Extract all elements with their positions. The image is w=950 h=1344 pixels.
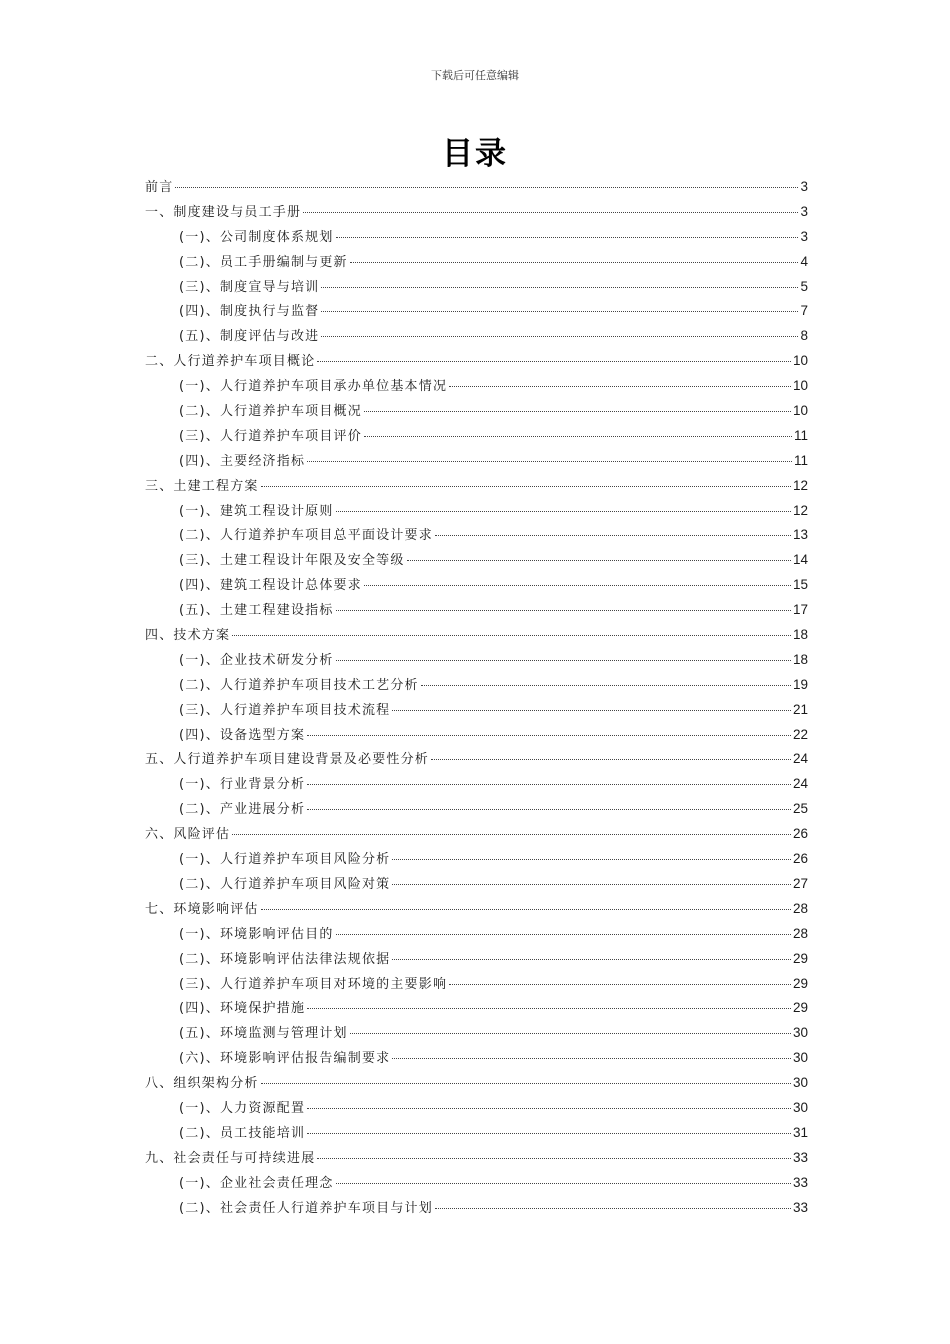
toc-dot-leader (261, 1083, 791, 1084)
toc-page-number: 14 (792, 552, 808, 568)
toc-entry[interactable] (145, 676, 808, 701)
toc-dot-leader (303, 212, 798, 213)
toc-page-number: 31 (792, 1124, 808, 1140)
toc-page-number: 12 (792, 477, 808, 493)
toc-entry[interactable] (145, 1099, 808, 1124)
toc-page-number: 17 (792, 602, 808, 618)
toc-dot-leader (392, 710, 791, 711)
toc-entry[interactable] (145, 576, 808, 601)
toc-page-number: 11 (793, 452, 808, 468)
toc-entry[interactable] (145, 701, 808, 726)
toc-dot-leader (392, 884, 791, 885)
toc-entry[interactable] (145, 850, 808, 875)
toc-dot-leader (336, 660, 791, 661)
toc-dot-leader (350, 1033, 791, 1034)
toc-dot-leader (449, 984, 791, 985)
toc-page-number: 3 (800, 179, 808, 194)
toc-entry-label: (一)、人行道养护车项目风险分析 (179, 852, 391, 868)
toc-dot-leader (307, 461, 792, 462)
toc-entry-label: (二)、员工技能培训 (179, 1125, 306, 1141)
toc-page-number: 30 (792, 1099, 808, 1115)
toc-entry-label: 前言 (145, 180, 174, 195)
toc-dot-leader (336, 1183, 791, 1184)
toc-dot-leader (336, 511, 791, 512)
toc-page-number: 24 (792, 776, 808, 792)
toc-dot-leader (307, 1133, 791, 1134)
toc-entry[interactable] (145, 975, 808, 1000)
toc-page-number: 18 (792, 651, 808, 667)
toc-entry[interactable] (145, 1199, 808, 1224)
toc-dot-leader (317, 1158, 791, 1159)
toc-dot-leader (364, 436, 792, 437)
toc-entry-label: (一)、企业技术研发分析 (179, 652, 334, 668)
toc-entry-label: 七、环境影响评估 (145, 901, 259, 917)
toc-entry[interactable] (145, 203, 808, 228)
header-note: 下载后可任意编辑 (431, 69, 519, 82)
toc-entry-label: (一)、建筑工程设计原则 (179, 503, 334, 519)
toc-entry[interactable] (145, 726, 808, 751)
toc-dot-leader (336, 610, 791, 611)
toc-entry[interactable] (145, 427, 808, 452)
toc-dot-leader (307, 784, 791, 785)
toc-entry-label: (二)、产业进展分析 (179, 802, 306, 818)
toc-entry[interactable] (145, 228, 808, 253)
toc-entry-label: (四)、主要经济指标 (179, 453, 306, 469)
toc-page-number: 30 (792, 1050, 808, 1066)
toc-entry-label: (五)、制度评估与改进 (179, 329, 320, 345)
toc-entry[interactable] (145, 775, 808, 800)
toc-dot-leader (321, 287, 798, 288)
toc-entry[interactable] (145, 377, 808, 402)
toc-entry-label: (五)、环境监测与管理计划 (179, 1026, 348, 1042)
toc-dot-leader (261, 909, 791, 910)
toc-page-number: 29 (792, 975, 808, 991)
toc-dot-leader (421, 685, 791, 686)
toc-page-number: 21 (792, 701, 808, 717)
toc-entry[interactable] (145, 825, 808, 850)
toc-entry[interactable] (145, 278, 808, 303)
toc-page-number: 28 (792, 925, 808, 941)
toc-entry-label: (三)、人行道养护车项目技术流程 (179, 702, 391, 718)
toc-entry[interactable] (145, 402, 808, 427)
toc-entry-label: 一、制度建设与员工手册 (145, 204, 302, 220)
toc-dot-leader (449, 386, 791, 387)
toc-entry-label: (一)、人行道养护车项目承办单位基本情况 (179, 379, 448, 395)
toc-entry-label: (一)、公司制度体系规划 (179, 229, 334, 245)
toc-entry-label: (二)、社会责任人行道养护车项目与计划 (179, 1200, 433, 1216)
toc-entry-label: 二、人行道养护车项目概论 (145, 354, 316, 370)
toc-entry-label: (一)、行业背景分析 (179, 777, 306, 793)
toc-entry-label: 五、人行道养护车项目建设背景及必要性分析 (145, 752, 430, 768)
toc-entry[interactable] (145, 253, 808, 278)
toc-entry-label: (五)、土建工程建设指标 (179, 603, 334, 619)
toc-entry-label: 三、土建工程方案 (145, 478, 259, 494)
toc-page-number: 26 (792, 851, 808, 867)
toc-dot-leader (175, 187, 798, 188)
toc-page-number: 22 (792, 726, 808, 742)
toc-entry[interactable] (145, 626, 808, 651)
toc-entry[interactable] (145, 327, 808, 352)
toc-entry[interactable] (145, 178, 808, 203)
toc-page-number: 10 (792, 378, 808, 394)
toc-page-number: 12 (792, 502, 808, 518)
toc-entry-label: (四)、制度执行与监督 (179, 304, 320, 320)
toc-entry-label: (三)、土建工程设计年限及安全等级 (179, 553, 405, 569)
toc-dot-leader (364, 411, 791, 412)
toc-entry[interactable] (145, 601, 808, 626)
toc-entry[interactable] (145, 1024, 808, 1049)
toc-entry[interactable] (145, 950, 808, 975)
toc-page-number: 29 (792, 1000, 808, 1016)
toc-page-number: 24 (792, 751, 808, 767)
toc-entry[interactable] (145, 875, 808, 900)
toc-entry-label: (三)、制度宣导与培训 (179, 279, 320, 295)
toc-entry-label: (二)、员工手册编制与更新 (179, 254, 348, 270)
toc-entry-label: (二)、环境影响评估法律法规依据 (179, 951, 391, 967)
toc-page-number: 11 (793, 427, 808, 443)
toc-dot-leader (321, 336, 798, 337)
toc-page-number: 4 (800, 253, 808, 269)
toc-dot-leader (431, 759, 791, 760)
toc-page-number: 30 (792, 1025, 808, 1041)
toc-entry-label: (四)、环境保护措施 (179, 1001, 306, 1017)
toc-entry-label: (二)、人行道养护车项目风险对策 (179, 876, 391, 892)
toc-page-number: 28 (792, 900, 808, 916)
toc-page-number: 25 (792, 801, 808, 817)
toc-dot-leader (261, 486, 791, 487)
toc-entry-label: (四)、建筑工程设计总体要求 (179, 578, 362, 594)
toc-entry[interactable] (145, 750, 808, 775)
toc-page-number: 13 (792, 527, 808, 543)
toc-entry[interactable] (145, 1124, 808, 1149)
toc-dot-leader (407, 560, 791, 561)
toc-entry-label: (六)、环境影响评估报告编制要求 (179, 1051, 391, 1067)
toc-dot-leader (307, 735, 791, 736)
toc-page-number: 10 (792, 353, 808, 369)
toc-page-number: 15 (792, 577, 808, 593)
toc-page-number: 7 (800, 303, 808, 319)
toc-dot-leader (307, 809, 791, 810)
toc-page-number: 27 (792, 875, 808, 891)
toc-entry-label: 八、组织架构分析 (145, 1076, 259, 1092)
toc-page-number: 33 (792, 1149, 808, 1165)
toc-entry[interactable] (145, 502, 808, 527)
toc-entry[interactable] (145, 551, 808, 576)
toc-dot-leader (392, 1058, 791, 1059)
toc-dot-leader (392, 959, 791, 960)
toc-entry[interactable] (145, 1174, 808, 1199)
toc-entry[interactable] (145, 651, 808, 676)
toc-dot-leader (350, 262, 799, 263)
toc-page-number: 33 (792, 1199, 808, 1215)
toc-entry-label: 九、社会责任与可持续进展 (145, 1150, 316, 1166)
toc-entry[interactable] (145, 1149, 808, 1174)
toc-page-number: 3 (800, 203, 808, 219)
toc-entry[interactable] (145, 302, 808, 327)
toc-page-number: 3 (800, 228, 808, 244)
toc-dot-leader (307, 1008, 791, 1009)
toc-dot-leader (336, 237, 799, 238)
toc-entry-label: (二)、人行道养护车项目概况 (179, 404, 362, 420)
toc-dot-leader (307, 1108, 791, 1109)
toc-entry[interactable] (145, 800, 808, 825)
toc-entry[interactable] (145, 477, 808, 502)
toc-dot-leader (336, 934, 791, 935)
toc-entry[interactable] (145, 1074, 808, 1099)
toc-entry[interactable] (145, 452, 808, 477)
toc-entry-label: 四、技术方案 (145, 628, 231, 644)
toc-page-number: 18 (792, 627, 808, 643)
toc-page-number: 26 (792, 826, 808, 842)
toc-entry-label: (三)、人行道养护车项目评价 (179, 428, 362, 444)
toc-dot-leader (232, 635, 791, 636)
toc-entry-label: (一)、企业社会责任理念 (179, 1175, 334, 1191)
toc-dot-leader (392, 859, 791, 860)
toc-entry-label: (一)、人力资源配置 (179, 1100, 306, 1116)
toc-entry-label: (一)、环境影响评估目的 (179, 926, 334, 942)
toc-entry-label: (二)、人行道养护车项目技术工艺分析 (179, 677, 419, 693)
toc-page-number: 30 (792, 1075, 808, 1091)
toc-page-number: 8 (800, 328, 808, 344)
toc-page-number: 10 (792, 403, 808, 419)
toc-page-number: 29 (792, 950, 808, 966)
toc-dot-leader (232, 834, 791, 835)
toc-entry[interactable] (145, 1049, 808, 1074)
toc-entry-label: 六、风险评估 (145, 827, 231, 843)
toc-entry[interactable] (145, 526, 808, 551)
toc-entry-label: (三)、人行道养护车项目对环境的主要影响 (179, 976, 448, 992)
toc-dot-leader (364, 585, 791, 586)
toc-entry-label: (二)、人行道养护车项目总平面设计要求 (179, 528, 433, 544)
toc-dot-leader (317, 361, 791, 362)
toc-entry-label: (四)、设备选型方案 (179, 727, 306, 743)
toc-page-number: 33 (792, 1174, 808, 1190)
toc-dot-leader (435, 1208, 791, 1209)
toc-page-number: 19 (792, 676, 808, 692)
toc-dot-leader (435, 535, 791, 536)
toc-entry[interactable] (145, 900, 808, 925)
toc-page-number: 5 (800, 278, 808, 294)
toc-entry[interactable] (145, 925, 808, 950)
page-title: 目录 (442, 136, 508, 172)
toc-entry[interactable] (145, 999, 808, 1024)
toc-dot-leader (321, 311, 798, 312)
toc-entry[interactable] (145, 352, 808, 377)
table-of-contents (145, 178, 808, 1223)
